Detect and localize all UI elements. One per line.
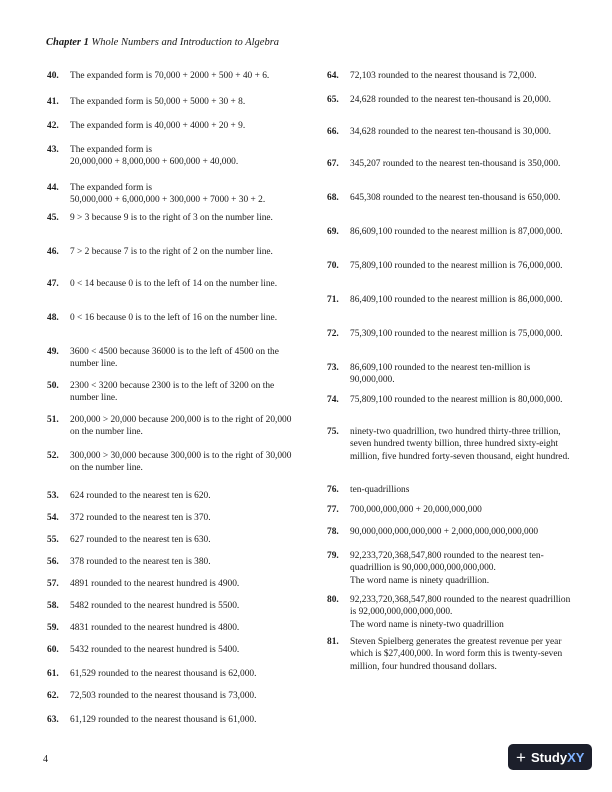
page-header [46, 37, 279, 48]
answer-item [327, 484, 572, 496]
answer-item [47, 556, 297, 568]
answer-number: 66. [327, 127, 339, 137]
answer-item [327, 636, 572, 673]
answer-text: 61,529 rounded to the nearest thousand is 62,000. [70, 669, 257, 679]
answer-text: 378 rounded to the nearest ten is 380. [70, 557, 211, 567]
answer-number: 54. [47, 513, 59, 523]
answer-text: 627 rounded to the nearest ten is 630. [70, 535, 211, 545]
answer-number: 45. [47, 213, 59, 223]
answer-item [327, 526, 572, 538]
answer-item [47, 182, 297, 207]
answer-number: 77. [327, 505, 339, 515]
answer-item [327, 158, 572, 170]
answer-item [327, 192, 572, 204]
answer-number: 75. [327, 427, 339, 437]
answer-item [327, 550, 572, 587]
studyxy-logo [508, 744, 592, 770]
answer-number: 41. [47, 97, 59, 107]
answer-text: 3600 < 4500 because 36000 is to the left of 4500 on the number line. [70, 347, 279, 370]
answer-number: 67. [327, 159, 339, 169]
answer-number: 61. [47, 669, 59, 679]
answer-text: 300,000 > 30,000 because 300,000 is to the right of 30,000 on the number line. [70, 451, 292, 474]
answer-text: 92,233,720,368,547,800 rounded to the nearest ten-quadrillion is 90,000,000,000,000,000. The word name is ninety quadrillion. [350, 551, 544, 586]
answer-number: 62. [47, 691, 59, 701]
answer-text: 345,207 rounded to the nearest ten-thousand is 350,000. [350, 159, 561, 169]
answer-item [47, 690, 297, 702]
answer-item [47, 578, 297, 590]
answer-item [327, 594, 572, 631]
answer-item [327, 328, 572, 340]
answer-item [327, 294, 572, 306]
answer-text: 75,809,100 rounded to the nearest million is 76,000,000. [350, 261, 563, 271]
answer-item [47, 450, 297, 475]
answer-item [47, 512, 297, 524]
answer-item [327, 394, 572, 406]
answer-text: 86,609,100 rounded to the nearest ten-million is 90,000,000. [350, 363, 531, 386]
answer-item [47, 212, 297, 224]
answer-number: 49. [47, 347, 59, 357]
answer-text: 72,103 rounded to the nearest thousand is 72,000. [350, 71, 537, 81]
answer-number: 74. [327, 395, 339, 405]
answer-item [327, 226, 572, 238]
answer-number: 76. [327, 485, 339, 495]
answer-text: ten-quadrillions [350, 485, 410, 495]
answer-item [47, 600, 297, 612]
answer-text: 7 > 2 because 7 is to the right of 2 on the number line. [70, 247, 273, 257]
answer-number: 65. [327, 95, 339, 105]
answer-text: 24,628 rounded to the nearest ten-thousand is 20,000. [350, 95, 552, 105]
answer-number: 79. [327, 551, 339, 561]
answer-number: 55. [47, 535, 59, 545]
answer-item [47, 96, 297, 108]
answer-number: 63. [47, 715, 59, 725]
answer-item [327, 260, 572, 272]
answer-text: Steven Spielberg generates the greatest revenue per year which is $27,400,000. In word form this is twenty-seven million, four hundred thousand dollars. [350, 637, 563, 672]
answer-text: 2300 < 3200 because 2300 is to the left of 3200 on the number line. [70, 381, 275, 404]
answer-text: 4831 rounded to the nearest hundred is 4800. [70, 623, 240, 633]
answer-text: 72,503 rounded to the nearest thousand is 73,000. [70, 691, 257, 701]
answer-item [47, 144, 297, 169]
answer-text: 0 < 14 because 0 is to the left of 14 on the number line. [70, 279, 278, 289]
answer-item [47, 668, 297, 680]
answer-item [47, 644, 297, 656]
answer-text: 372 rounded to the nearest ten is 370. [70, 513, 211, 523]
answer-number: 78. [327, 527, 339, 537]
answer-text: 624 rounded to the nearest ten is 620. [70, 491, 211, 501]
answer-number: 43. [47, 145, 59, 155]
answer-text: ninety-two quadrillion, two hundred thirty-three trillion, seven hundred twenty billion, three hundred sixty-eight million, five hundred forty-seven thousand, eight hundred. [350, 427, 570, 462]
answer-item [47, 490, 297, 502]
answer-text: 0 < 16 because 0 is to the left of 16 on the number line. [70, 313, 278, 323]
answer-item [327, 504, 572, 516]
answer-number: 40. [47, 71, 59, 81]
answer-number: 70. [327, 261, 339, 271]
answer-number: 71. [327, 295, 339, 305]
answer-number: 60. [47, 645, 59, 655]
answer-text: The expanded form is 40,000 + 4000 + 20 + 9. [70, 121, 246, 131]
answer-number: 50. [47, 381, 59, 391]
answer-number: 53. [47, 491, 59, 501]
answer-text: 645,308 rounded to the nearest ten-thousand is 650,000. [350, 193, 561, 203]
answer-number: 68. [327, 193, 339, 203]
answer-number: 72. [327, 329, 339, 339]
answer-number: 81. [327, 637, 339, 647]
answer-text: 200,000 > 20,000 because 200,000 is to the right of 20,000 on the number line. [70, 415, 292, 438]
answer-item [47, 414, 297, 439]
answer-text: 9 > 3 because 9 is to the right of 3 on the number line. [70, 213, 273, 223]
answer-text: 75,309,100 rounded to the nearest million is 75,000,000. [350, 329, 563, 339]
answer-text: 92,233,720,368,547,800 rounded to the nearest quadrillion is 92,000,000,000,000,000. The word name is ninety-two quadrillion [350, 595, 571, 630]
answer-item [47, 278, 297, 290]
answer-text: The expanded form is 50,000,000 + 6,000,000 + 300,000 + 7000 + 30 + 2. [70, 183, 266, 206]
answer-number: 46. [47, 247, 59, 257]
answer-number: 56. [47, 557, 59, 567]
chapter-title: Whole Numbers and Introduction to Algebra [91, 37, 280, 48]
logo-xy-text: XY [567, 749, 585, 765]
answer-item [47, 622, 297, 634]
answer-text: 86,609,100 rounded to the nearest million is 87,000,000. [350, 227, 563, 237]
plus-icon: + [516, 747, 526, 767]
answer-item [47, 534, 297, 546]
answer-number: 52. [47, 451, 59, 461]
answer-text: 700,000,000,000 + 20,000,000,000 [350, 505, 482, 515]
answer-number: 57. [47, 579, 59, 589]
answer-text: 34,628 rounded to the nearest ten-thousand is 30,000. [350, 127, 552, 137]
answer-item [327, 70, 572, 82]
answer-text: 5432 rounded to the nearest hundred is 5400. [70, 645, 240, 655]
answer-item [327, 94, 572, 106]
answer-item [47, 246, 297, 258]
answer-number: 69. [327, 227, 339, 237]
answer-number: 44. [47, 183, 59, 193]
answer-text: 61,129 rounded to the nearest thousand is 61,000. [70, 715, 257, 725]
answer-number: 73. [327, 363, 339, 373]
answer-text: 5482 rounded to the nearest hundred is 5500. [70, 601, 240, 611]
answer-number: 47. [47, 279, 59, 289]
answer-number: 64. [327, 71, 339, 81]
logo-study-text: Study [530, 749, 568, 765]
answer-text: The expanded form is 70,000 + 2000 + 500 + 40 + 6. [70, 71, 270, 81]
answer-text: 86,409,100 rounded to the nearest million is 86,000,000. [350, 295, 563, 305]
answer-item [47, 70, 297, 82]
answer-item [47, 346, 297, 371]
answer-number: 51. [47, 415, 59, 425]
answer-item [327, 126, 572, 138]
answer-number: 59. [47, 623, 59, 633]
answer-number: 80. [327, 595, 339, 605]
answer-text: The expanded form is 50,000 + 5000 + 30 + 8. [70, 97, 246, 107]
answer-item [327, 362, 572, 387]
answer-number: 48. [47, 313, 59, 323]
answer-text: The expanded form is 20,000,000 + 8,000,000 + 600,000 + 40,000. [70, 145, 239, 168]
answer-item [327, 426, 572, 463]
answer-number: 42. [47, 121, 59, 131]
answer-text: 75,809,100 rounded to the nearest million is 80,000,000. [350, 395, 563, 405]
answer-number: 58. [47, 601, 59, 611]
answer-text: 90,000,000,000,000,000 + 2,000,000,000,000,000 [350, 527, 539, 537]
chapter-label: Chapter 1 [46, 37, 89, 48]
page-number: 4 [43, 754, 48, 765]
answer-item [47, 120, 297, 132]
answer-item [47, 380, 297, 405]
answer-item [47, 714, 297, 726]
answer-text: 4891 rounded to the nearest hundred is 4900. [70, 579, 240, 589]
answer-item [47, 312, 297, 324]
